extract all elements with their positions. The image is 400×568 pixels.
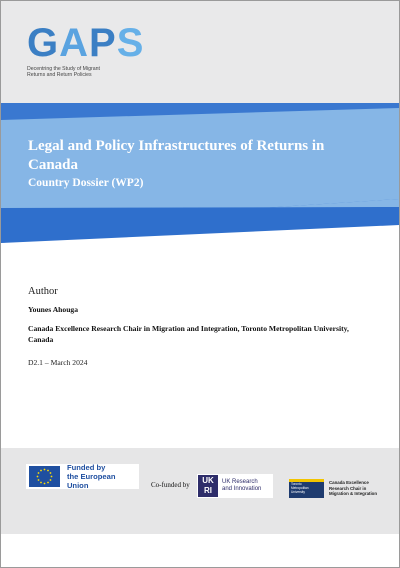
eu-stars	[37, 469, 53, 485]
ukri-mark-icon	[198, 475, 218, 497]
tmu-mark-icon	[289, 479, 324, 498]
ukri-mark-line-1: UK	[202, 476, 214, 485]
document-title: Legal and Policy Infrastructures of Returns in Canada	[28, 138, 325, 173]
logo-letter-g: G	[27, 21, 60, 65]
ukri-logo	[197, 474, 273, 498]
logo-tagline-line-1: Decentring the Study of Migrant	[27, 66, 100, 72]
tmu-line-1: Toronto	[291, 482, 302, 486]
gaps-wordmark	[27, 23, 144, 63]
logo-letter-p: P	[89, 21, 117, 65]
eu-funding-line-1: Funded by	[66, 463, 106, 472]
cerc-line-3: Migration & Integration	[329, 491, 378, 497]
ukri-mark-line-2: RI	[204, 486, 212, 495]
banner-dark-wedge	[1, 207, 399, 243]
ukri-text	[222, 479, 261, 493]
document-id-date: D2.1 – March 2024	[28, 358, 88, 367]
cofunded-label: Co-funded by	[151, 481, 190, 489]
cerc-line-2: Research Chair in	[329, 485, 367, 491]
eu-flag-icon	[29, 466, 60, 487]
logo-letter-a: A	[59, 21, 90, 65]
logo-tagline	[27, 66, 137, 78]
ukri-line-1: UK Research	[222, 479, 258, 485]
author-affiliation: Canada Excellence Research Chair in Migration and Integration, Toronto Metropolitan University, Canada	[28, 324, 349, 344]
logo-tagline-line-2: Returns and Return Policies	[27, 72, 92, 78]
logo-letter-s: S	[116, 21, 145, 65]
tmu-line-2: Metropolitan	[291, 486, 309, 490]
eu-funding-text	[67, 463, 139, 490]
eu-funding-logo	[26, 464, 139, 489]
document-subtitle: Country Dossier (WP2)	[28, 177, 144, 189]
author-name: Younes Ahouga	[28, 305, 79, 314]
author-label: Author	[28, 286, 58, 297]
eu-funding-line-2: the European Union	[66, 472, 116, 490]
ukri-line-2: and Innovation	[222, 486, 262, 492]
cerc-text	[329, 480, 400, 496]
gaps-logo	[27, 23, 144, 78]
cerc-line-1: Canada Excellence	[329, 480, 369, 486]
tmu-line-3: University	[291, 490, 305, 494]
cerc-tmu-logo	[289, 479, 400, 498]
